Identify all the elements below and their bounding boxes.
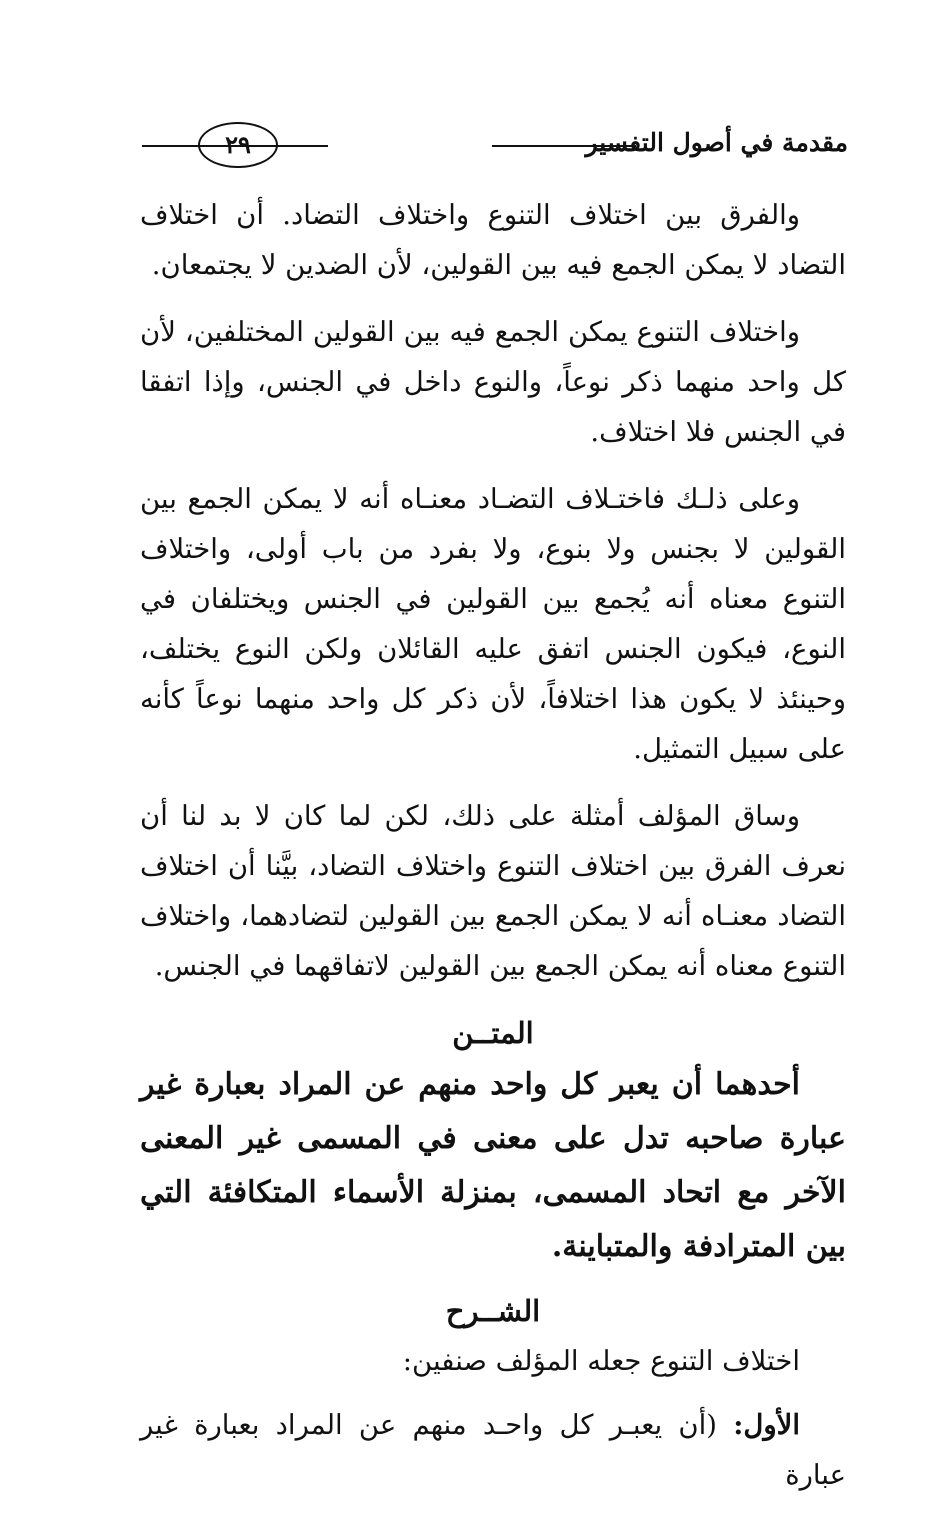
page-number: ٢٩ — [225, 130, 251, 159]
first-type — [140, 1400, 846, 1500]
sharh-heading: الشــرح — [445, 1294, 541, 1328]
header-rule-left — [142, 145, 328, 147]
sharh-intro: اختلاف التنوع جعله المؤلف صنفين: — [402, 1345, 800, 1377]
first-type-text: (أن يعبـر كل واحـد منهم عن المراد بعبارة غير عبارة — [140, 1409, 846, 1491]
header-rule-right — [492, 145, 636, 147]
paragraph-1: والفرق بين اختلاف التنوع واختلاف التضاد. أن اختلاف التضاد لا يمكن الجمع فيه بين القولين، لأن الضدين لا يجتمعان. — [140, 199, 846, 281]
running-title: مقدمة في أصول التفسير — [585, 128, 848, 157]
matn-text: أحدهما أن يعبر كل واحد منهم عن المراد بعبارة غير عبارة صاحبه تدل على معنى في المسمى غير المعنى الآخر مع اتحاد المسمى، بمنزلة الأسماء المتكافئة التي بين المترادفة والمتباينة. — [140, 1067, 846, 1264]
paragraph-2: واختلاف التنوع يمكن الجمع فيه بين القولين المختلفين، لأن كل واحد منهما ذكر نوعاً، والنوع داخل في الجنس، وإذا اتفقا في الجنس فلا اختلاف. — [140, 316, 846, 448]
first-type-lead: الأول: — [733, 1409, 800, 1441]
paragraph-4: وساق المؤلف أمثلة على ذلك، لكن لما كان لا بد لنا أن نعرف الفرق بين اختلاف التنوع واختلاف التضاد، بيَّنا أن اختلاف التضاد معنـاه أنه لا يمكن الجمع بين القولين لتضادهما، واختلاف التنوع معناه أنه يمكن الجمع بين القولين لاتفاقهما في الجنس. — [140, 800, 846, 982]
matn-heading: المتــن — [452, 1016, 534, 1050]
page-header — [142, 118, 848, 170]
page-body — [140, 190, 846, 1514]
paragraph-3: وعلى ذلـك فاختـلاف التضـاد معنـاه أنه لا يمكن الجمع بين القولين لا بجنس ولا بنوع، ولا بفرد من باب أولى، واختلاف التنوع معناه أنه يُجمع بين القولين في الجنس ويختلفان في النوع، فيكون الجنس اتفق عليه القائلان ولكن النوع يختلف، وحينئذ لا يكون هذا اختلافاً، لأن ذكر كل واحد منهما نوعاً كأنه على سبيل التمثيل. — [140, 483, 846, 765]
